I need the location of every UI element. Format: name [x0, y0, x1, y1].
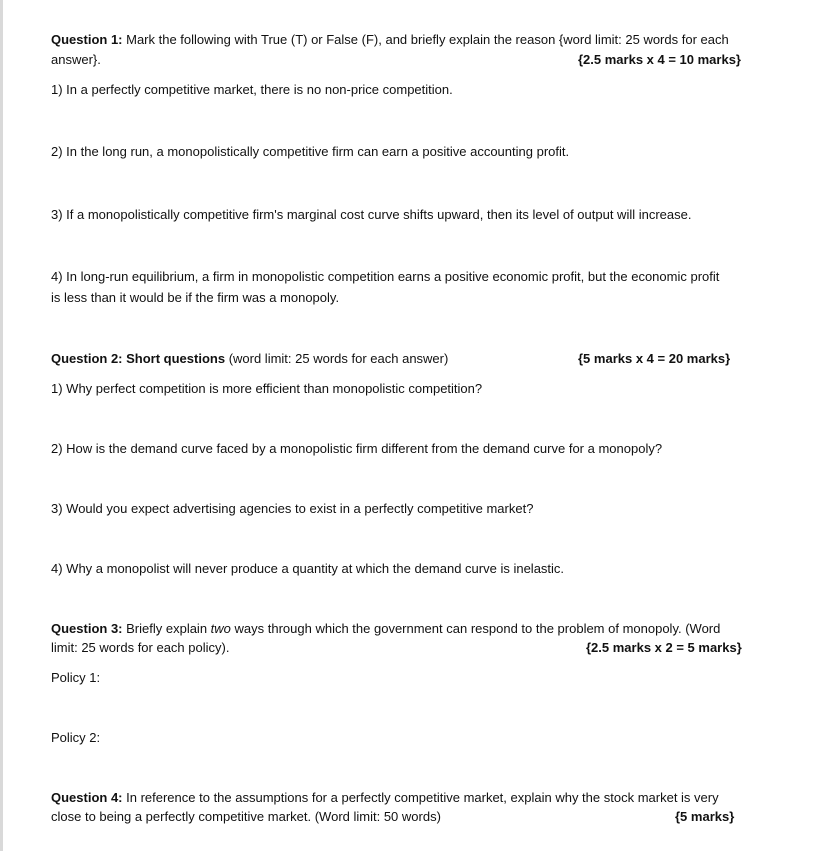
q3-policy-1: Policy 1:: [51, 670, 101, 685]
q3-text-line2: limit: 25 words for each policy).: [51, 640, 230, 655]
q1-text-line2: answer}.: [51, 52, 101, 67]
q1-item-3: 3) If a monopolistically competitive firm's marginal cost curve shifts upward, then its level of output will increase.: [51, 207, 692, 222]
q1-heading-line1: [51, 32, 729, 48]
q1-text-line1: Mark the following with True (T) or False (F), and briefly explain the reason {word limit: 25 words for each: [122, 32, 729, 47]
q2-text: (word limit: 25 words for each answer): [225, 351, 449, 366]
q4-text-line1: In reference to the assumptions for a perfectly competitive market, explain why the stock market is very: [122, 790, 719, 805]
q3-label: Question 3:: [51, 621, 123, 636]
q3-heading-line1: [51, 621, 720, 637]
q3-marks: {2.5 marks x 2 = 5 marks}: [586, 640, 742, 655]
q2-item-3: 3) Would you expect advertising agencies to exist in a perfectly competitive market?: [51, 501, 534, 516]
q1-item-4-cont: is less than it would be if the firm was a monopoly.: [51, 290, 340, 305]
q2-item-2: 2) How is the demand curve faced by a monopolistic firm different from the demand curve for a monopoly?: [51, 441, 663, 456]
q2-label: Question 2: Short questions: [51, 351, 226, 366]
q2-marks: {5 marks x 4 = 20 marks}: [578, 351, 731, 366]
q2-item-4: 4) Why a monopolist will never produce a quantity at which the demand curve is inelastic.: [51, 561, 565, 576]
q3-text-a: Briefly explain: [122, 621, 211, 636]
q1-item-4: 4) In long-run equilibrium, a firm in monopolistic competition earns a positive economic profit, but the economic profit: [51, 269, 720, 284]
q1-label: Question 1:: [51, 32, 123, 47]
q3-policy-2: Policy 2:: [51, 730, 101, 745]
q2-heading: [51, 351, 448, 367]
q4-marks: {5 marks}: [675, 809, 735, 824]
q1-item-1: 1) In a perfectly competitive market, there is no non-price competition.: [51, 82, 453, 97]
q2-item-1: 1) Why perfect competition is more efficient than monopolistic competition?: [51, 381, 483, 396]
q4-text-line2: close to being a perfectly competitive market. (Word limit: 50 words): [51, 809, 441, 824]
page-left-edge: [0, 0, 3, 851]
q1-item-2: 2) In the long run, a monopolistically competitive firm can earn a positive accounting profit.: [51, 144, 570, 159]
q4-heading-line1: [51, 790, 719, 806]
q3-text-b: ways through which the government can respond to the problem of monopoly. (Word: [230, 621, 721, 636]
q3-text-italic: two: [210, 621, 231, 636]
q1-marks: {2.5 marks x 4 = 10 marks}: [578, 52, 741, 67]
q4-label: Question 4:: [51, 790, 123, 805]
